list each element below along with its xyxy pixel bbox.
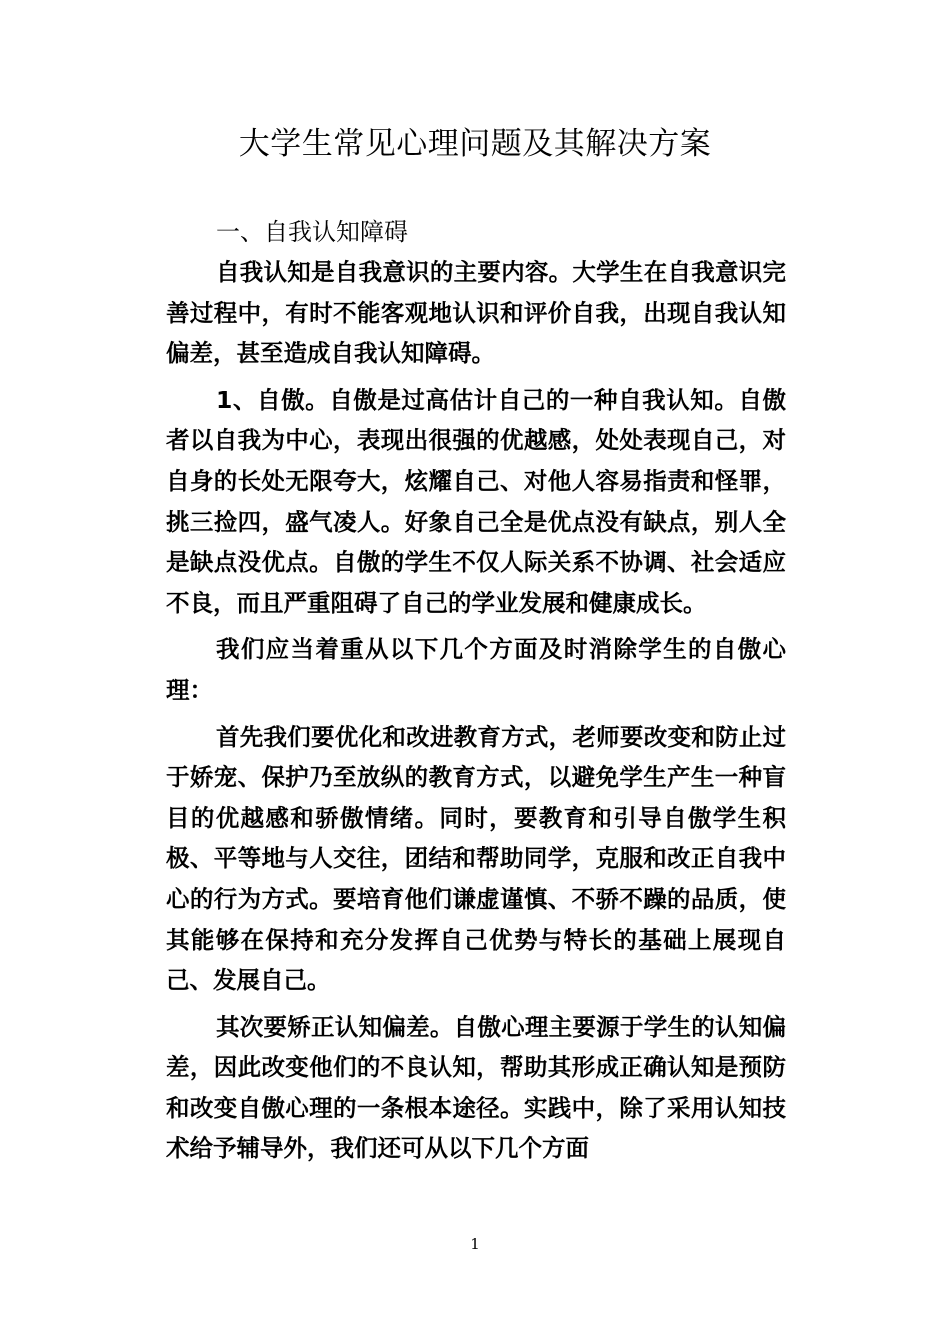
section-heading: 一、自我认知障碍: [216, 218, 408, 246]
paragraph-intro: 自我认知是自我意识的主要内容。大学生在自我意识完善过程中，有时不能客观地认识和评价自我，出现自我认知偏差，甚至造成自我认知障碍。: [166, 258, 786, 368]
body-text: [166, 252, 786, 1175]
paragraph-remedy-lead: 我们应当着重从以下几个方面及时消除学生的自傲心理：: [166, 635, 786, 704]
paragraph-arrogance: 1、自傲。自傲是过高估计自己的一种自我认知。自傲者以自我为中心，表现出很强的优越感，处处表现自己，对自身的长处无限夸大，炫耀自己、对他人容易指责和怪罪，挑三捡四，盛气凌人。好象自己全是优点没有缺点，别人全是缺点没优点。自傲的学生不仅人际关系不协调、社会适应不良，而且严重阻碍了自己的学业发展和健康成长。: [166, 385, 786, 617]
document-title: 大学生常见心理问题及其解决方案: [238, 126, 712, 162]
page-number: 1: [470, 1235, 480, 1253]
paragraph-cognitive-correction: 其次要矫正认知偏差。自傲心理主要源于学生的认知偏差，因此改变他们的不良认知，帮助其形成正确认知是预防和改变自傲心理的一条根本途径。实践中，除了采用认知技术给予辅导外，我们还可从以下几个方面: [166, 1012, 786, 1163]
paragraph-education-method: 首先我们要优化和改进教育方式，老师要改变和防止过于娇宠、保护乃至放纵的教育方式，以避免学生产生一种盲目的优越感和骄傲情绪。同时，要教育和引导自傲学生积极、平等地与人交往，团结和帮助同学，克服和改正自我中心的行为方式。要培育他们谦虚谨慎、不骄不躁的品质，使其能够在保持和充分发挥自己优势与特长的基础上展现自己、发展自己。: [166, 722, 786, 995]
